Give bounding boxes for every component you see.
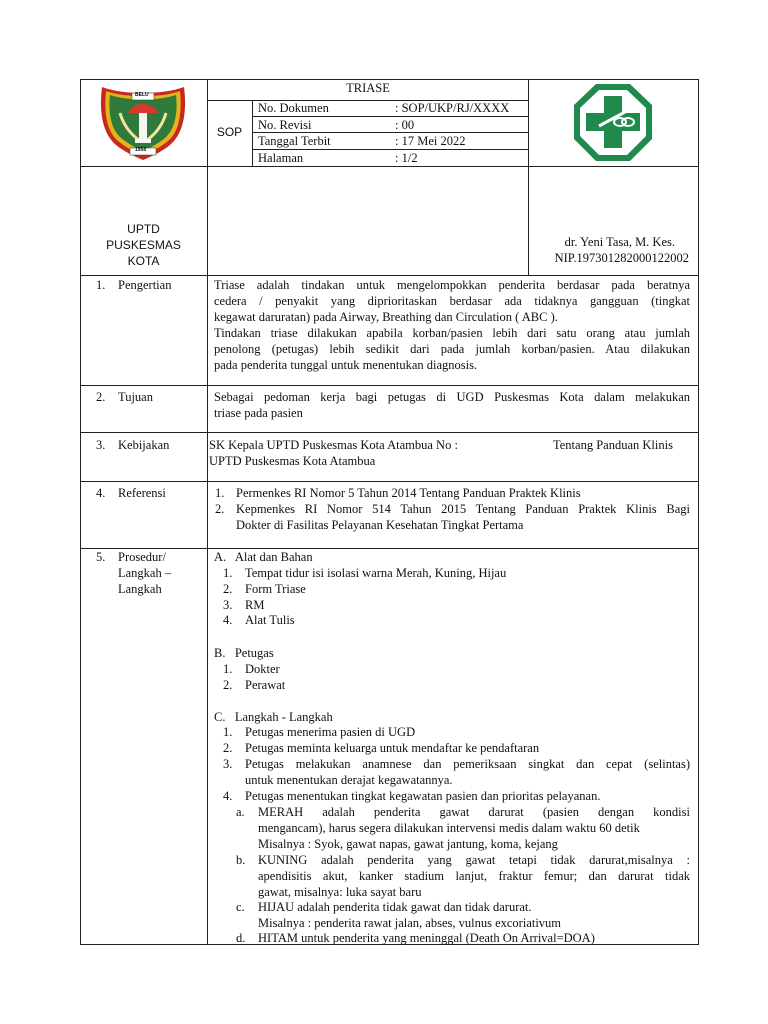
tool-item: Alat Tulis	[245, 613, 295, 627]
tool-item: Form Triase	[245, 582, 306, 596]
puskesmas-logo	[573, 82, 653, 162]
page-label: Halaman	[258, 151, 304, 165]
subsection-a-heading: A. Alat dan Bahan	[214, 550, 313, 564]
text-line: apendisitis akut, kanker stadium lanjut, fraktur femur; dan darurat tidak	[258, 869, 690, 883]
list-number: 3.	[223, 757, 233, 771]
section-2-label: Tujuan	[118, 390, 153, 404]
step-item	[245, 756, 690, 788]
logo-bottom-text: 1958	[135, 147, 147, 153]
text-line: pada penderita tunggal untuk menentukan diagnosis.	[214, 358, 478, 372]
section-1-number: 1.	[96, 278, 106, 292]
issue-date-label: Tanggal Terbit	[258, 134, 331, 148]
subsection-c-heading: C. Langkah - Langkah	[214, 710, 333, 724]
text-line: Kepmenkes RI Nomor 514 Tahun 2015 Tentang Panduan Praktek Klinis Bagi	[236, 502, 690, 516]
sub-letter: b.	[236, 853, 246, 867]
section-2-text	[214, 389, 690, 421]
list-number: 2.	[223, 678, 233, 692]
reference-2-number: 2.	[215, 502, 225, 516]
list-number: 2.	[223, 741, 233, 755]
text-line: MERAH adalah penderita gawat darurat (pasien dengan kondisi	[258, 805, 690, 819]
revision-label: No. Revisi	[258, 118, 312, 132]
doc-no-label: No. Dokumen	[258, 101, 329, 115]
policy-line-1-right: Tentang Panduan Klinis	[553, 438, 673, 452]
policy-line-1: SK Kepala UPTD Puskesmas Kota Atambua No :	[209, 438, 458, 452]
border-col1	[207, 79, 208, 945]
text-line: Tindakan triase dilakukan apabila korban/pasien lebih dari satu orang atau jumlah	[214, 326, 690, 340]
section-4-number: 4.	[96, 486, 106, 500]
issue-date-value: : 17 Mei 2022	[395, 134, 466, 148]
doc-no-value: : SOP/UKP/RJ/XXXX	[395, 101, 510, 115]
border-h2	[80, 275, 699, 276]
list-number: 3.	[223, 598, 233, 612]
border-h3	[80, 385, 699, 386]
section-1-text	[214, 277, 690, 373]
border-left	[80, 79, 81, 945]
list-number: 2.	[223, 582, 233, 596]
text-line: gawat, misalnya: luka sayat baru	[258, 885, 422, 899]
staff-item: Perawat	[245, 678, 286, 692]
section-5-label-1: Prosedur/	[118, 550, 166, 564]
text-line: Triase adalah tindakan untuk mengelompokkan penderita berdasar pada beratnya	[214, 278, 690, 292]
sub-letter: c.	[236, 900, 245, 914]
triage-yellow	[258, 852, 690, 900]
border-h4	[80, 432, 699, 433]
page-value: : 1/2	[395, 151, 418, 165]
policy-line-2: UPTD Puskesmas Kota Atambua	[209, 454, 376, 468]
reference-2-text	[236, 501, 690, 533]
section-3-number: 3.	[96, 438, 106, 452]
border-right	[698, 79, 699, 945]
list-number: 4.	[223, 789, 233, 803]
text-line: Misalnya : penderita rawat jalan, abses, vulnus excoriativum	[258, 916, 562, 930]
logo-top-text: BELU	[135, 92, 149, 98]
step-item: Petugas menentukan tingkat kegawatan pasien dan prioritas pelayanan.	[245, 789, 601, 803]
text-line: HIJAU adalah penderita tidak gawat dan tidak darurat.	[258, 900, 532, 914]
triage-green	[258, 899, 690, 931]
sub-letter: d.	[236, 931, 246, 945]
border-h6	[80, 548, 699, 549]
text-line: kegawat daruratan) pada Airway, Breathing dan Circulation ( ABC ).	[214, 310, 558, 324]
triage-red	[258, 804, 690, 852]
signer-name: dr. Yeni Tasa, M. Kes.	[564, 235, 675, 249]
document-title: TRIASE	[346, 81, 390, 95]
section-1-label: Pengertian	[118, 278, 172, 292]
text-line: Misalnya : Syok, gawat napas, gawat jantung, koma, kejang	[258, 837, 558, 851]
text-line: mengancam), harus segera dilakukan intervensi medis dalam waktu 60 detik	[258, 821, 640, 835]
border-sop	[252, 100, 253, 167]
list-number: 1.	[223, 566, 233, 580]
text-line: cedera / penyakit yang diprioritaskan berdasar ada tidaknya gangguan (tingkat	[214, 294, 690, 308]
unit-line-1: UPTD	[127, 222, 160, 236]
text-line: Dokter di Fasilitas Pelayanan Kesehatan Tingkat Pertama	[236, 518, 524, 532]
tool-item: RM	[245, 598, 265, 612]
sop-label: SOP	[216, 125, 243, 139]
list-number: 4.	[223, 613, 233, 627]
list-number: 1.	[223, 725, 233, 739]
section-5-label-3: Langkah	[118, 582, 162, 596]
text-line: penolong (petugas) lebih sedikit dari pada jumlah korban/pasien. Atau dilakukan	[214, 342, 690, 356]
unit-line-2: PUSKESMAS	[106, 238, 181, 252]
text-line: untuk menentukan derajat kegawatannya.	[245, 773, 453, 787]
section-3-label: Kebijakan	[118, 438, 170, 452]
border-h1	[80, 166, 699, 167]
reference-1-number: 1.	[215, 486, 225, 500]
section-4-label: Referensi	[118, 486, 166, 500]
revision-value: : 00	[395, 118, 415, 132]
signer-nip: NIP.197301282000122002	[554, 251, 689, 265]
section-5-number: 5.	[96, 550, 106, 564]
staff-item: Dokter	[245, 662, 280, 676]
tool-item: Tempat tidur isi isolasi warna Merah, Kuning, Hijau	[245, 566, 507, 580]
subsection-b-heading: B. Petugas	[214, 646, 274, 660]
text-line: triase pada pasien	[214, 406, 303, 420]
section-5-label-2: Langkah –	[118, 566, 172, 580]
text-line: Sebagai pedoman kerja bagi petugas di UGD Puskesmas Kota dalam melakukan	[214, 390, 690, 404]
reference-1-text: Permenkes RI Nomor 5 Tahun 2014 Tentang Panduan Praktek Klinis	[236, 486, 581, 500]
step-item: Petugas menerima pasien di UGD	[245, 725, 416, 739]
border-h5	[80, 481, 699, 482]
text-line: Petugas melakukan anamnese dan pemeriksaan singkat dan cepat (selintas)	[245, 757, 690, 771]
belu-regency-logo	[98, 83, 188, 161]
step-item: Petugas meminta keluarga untuk mendaftar ke pendaftaran	[245, 741, 540, 755]
unit-line-3: KOTA	[127, 254, 160, 268]
list-number: 1.	[223, 662, 233, 676]
sub-letter: a.	[236, 805, 245, 819]
triage-black: HITAM untuk penderita yang meninggal (Death On Arrival=DOA)	[258, 931, 595, 945]
section-2-number: 2.	[96, 390, 106, 404]
text-line: KUNING adalah penderita yang gawat tetapi tidak darurat,misalnya :	[258, 853, 690, 867]
